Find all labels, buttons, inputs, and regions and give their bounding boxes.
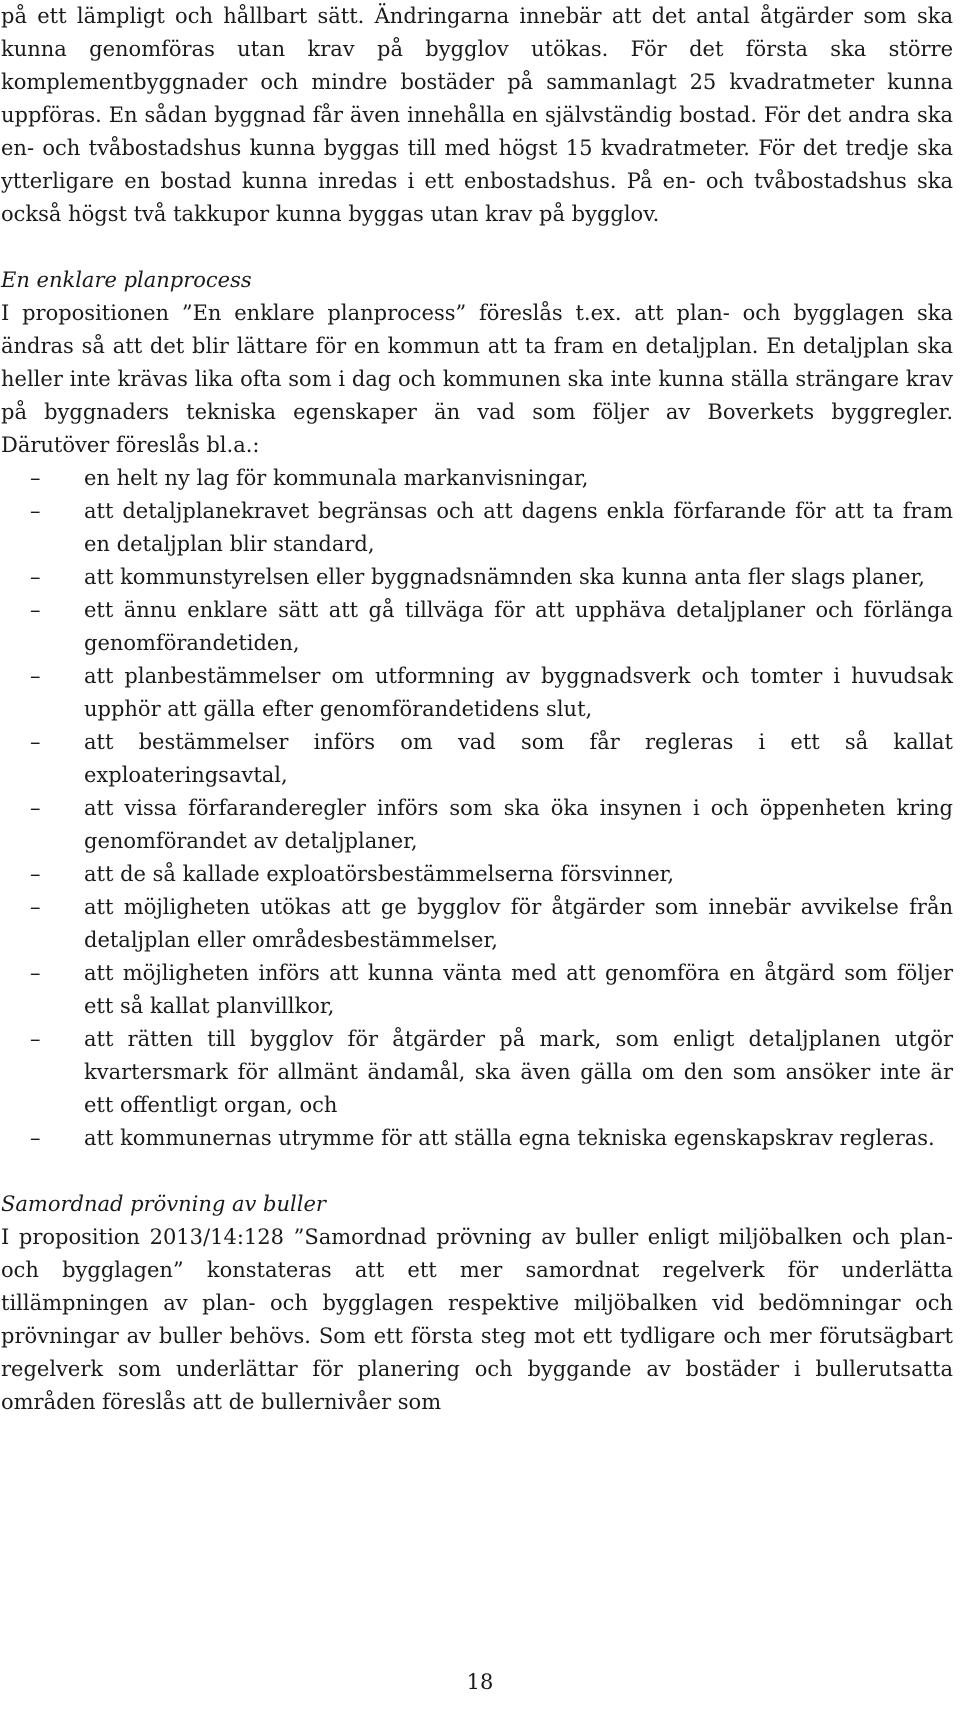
buller-paragraph: I proposition 2013/14:128 ”Samordnad prövning av buller enligt miljöbalken och plan- och bygglagen” konstateras att ett mer samordnat regelverk för underlätta tillämpningen av plan- och bygglagen respektive miljöbalken vid bedömningar och prövningar av buller behövs. Som ett första steg mot ett tydligare och mer förutsägbart regelverk som underlättar för planering och byggande av bostäder i bullerutsatta områden föreslås att de bullernivåer som bbox=[1, 1225, 953, 1414]
intro-paragraph: på ett lämpligt och hållbart sätt. Ändringarna innebär att det antal åtgärder som ska kunna genomföras utan krav på bygglov utökas. För det första ska större komplementbyggnader och mindre bostäder på sammanlagt 25 kvadratmeter kunna uppföras. En sådan byggnad får även innehålla en självständig bostad. För det andra ska en- och tvåbostadshus kunna byggas till med högst 15 kvadratmeter. För det tredje ska ytterligare en bostad kunna inredas i ett enbostadshus. På en- och tvåbostadshus ska också högst två takkupor kunna byggas utan krav på bygglov. bbox=[1, 4, 953, 226]
page-number: 18 bbox=[466, 1670, 494, 1694]
dash-bullet: – bbox=[30, 466, 41, 490]
list-item-text: att vissa förfaranderegler införs som ska öka insynen i och öppenheten kring genomförandet av detaljplaner, bbox=[84, 796, 953, 853]
dash-bullet: – bbox=[30, 499, 41, 523]
list-item-text: att kommunstyrelsen eller byggnadsnämnden ska kunna anta fler slags planer, bbox=[84, 565, 925, 589]
list-item-text: att detaljplanekravet begränsas och att dagens enkla förfarande för att ta fram en detaljplan blir standard, bbox=[84, 499, 953, 556]
planprocess-paragraph: I propositionen ”En enklare planprocess” föreslås t.ex. att plan- och bygglagen ska ändras så att det blir lättare för en kommun att ta fram en detaljplan. En detaljplan ska heller inte krävas lika ofta som i dag och kommunen ska inte kunna ställa strängare krav på byggnaders tekniska egenskaper än vad som följer av Boverkets byggregler. Därutöver föreslås bl.a.: bbox=[1, 301, 953, 457]
list-item-text: att planbestämmelser om utformning av byggnadsverk och tomter i huvudsak upphör att gälla efter genomförandetidens slut, bbox=[84, 664, 953, 721]
dash-bullet: – bbox=[30, 664, 41, 688]
list-item bbox=[1, 660, 953, 726]
list-item-text: att de så kallade exploatörsbestämmelserna försvinner, bbox=[84, 862, 675, 886]
list-item bbox=[1, 792, 953, 858]
dash-bullet: – bbox=[30, 1126, 41, 1150]
dash-bullet: – bbox=[30, 961, 41, 985]
list-item-text: att kommunernas utrymme för att ställa egna tekniska egenskapskrav regleras. bbox=[84, 1126, 935, 1150]
list-item-text: att möjligheten utökas att ge bygglov för åtgärder som innebär avvikelse från detaljplan eller områdesbestämmelser, bbox=[84, 895, 953, 952]
section-heading-planprocess: En enklare planprocess bbox=[1, 268, 252, 292]
list-item-text: en helt ny lag för kommunala markanvisningar, bbox=[84, 466, 589, 490]
list-item bbox=[1, 891, 953, 957]
list-item bbox=[1, 561, 953, 594]
list-item-text: att möjligheten införs att kunna vänta med att genomföra en åtgärd som följer ett så kallat planvillkor, bbox=[84, 961, 953, 1018]
dash-bullet: – bbox=[30, 796, 41, 820]
list-item bbox=[1, 1122, 953, 1155]
list-item bbox=[1, 726, 953, 792]
list-item bbox=[1, 594, 953, 660]
dash-bullet: – bbox=[30, 895, 41, 919]
list-item bbox=[1, 858, 953, 891]
list-item bbox=[1, 495, 953, 561]
list-item-text: att bestämmelser införs om vad som får regleras i ett så kallat exploateringsavtal, bbox=[84, 730, 953, 787]
dash-bullet: – bbox=[30, 730, 41, 754]
list-item-text: ett ännu enklare sätt att gå tillväga för att upphäva detaljplaner och förlänga genomförandetiden, bbox=[84, 598, 953, 655]
list-item-text: att rätten till bygglov för åtgärder på mark, som enligt detaljplanen utgör kvartersmark för allmänt ändamål, ska även gälla om den som ansöker inte är ett offentligt organ, och bbox=[84, 1027, 953, 1117]
dash-bullet: – bbox=[30, 598, 41, 622]
proposal-list bbox=[1, 462, 953, 1155]
list-item bbox=[1, 1023, 953, 1122]
list-item bbox=[1, 957, 953, 1023]
dash-bullet: – bbox=[30, 862, 41, 886]
dash-bullet: – bbox=[30, 565, 41, 589]
section-heading-buller: Samordnad prövning av buller bbox=[1, 1192, 326, 1216]
dash-bullet: – bbox=[30, 1027, 41, 1051]
list-item bbox=[1, 462, 953, 495]
page-content bbox=[1, 0, 953, 1419]
